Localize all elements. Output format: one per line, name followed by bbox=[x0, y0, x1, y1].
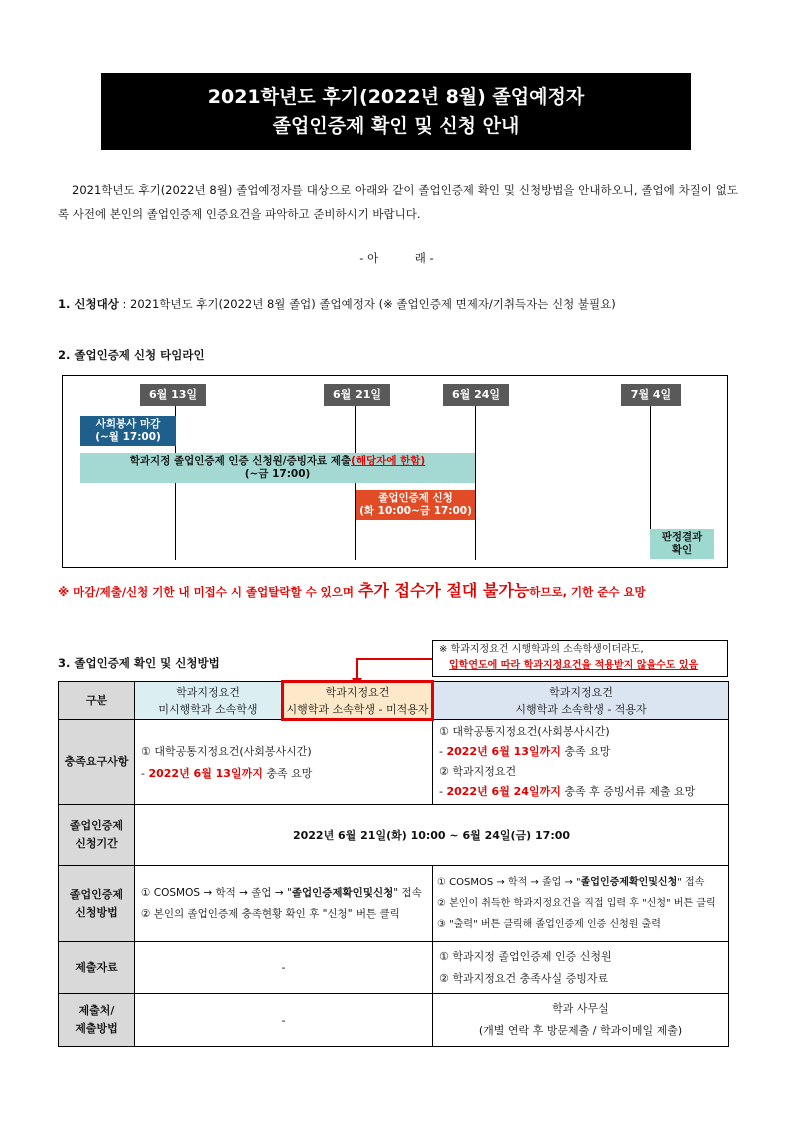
req-c-deadline2: 2022년 6월 24일까지 bbox=[446, 785, 561, 798]
row-period bbox=[59, 805, 729, 866]
method-ab-line1 bbox=[141, 883, 428, 904]
method-label-line2: 신청방법 bbox=[75, 905, 118, 919]
where-c-line2: (개별 연락 후 방문제출 / 학과이메일 제출) bbox=[478, 1024, 683, 1037]
bar-social-title: 사회봉사 마감 bbox=[95, 418, 161, 430]
req-c-line2 bbox=[439, 742, 722, 762]
method-c-l1-pre: ① COSMOS → 학적 → 졸업 → " bbox=[437, 877, 581, 888]
header-col-a-line1: 학과지정요건 bbox=[176, 685, 240, 699]
where-ab: - bbox=[135, 994, 433, 1047]
req-c-post1: 충족 요망 bbox=[560, 745, 611, 758]
section-2-heading: 2. 졸업인증제 신청 타임라인 bbox=[58, 348, 205, 362]
header-col-c-line2: 시행학과 소속학생 - 적용자 bbox=[515, 702, 647, 716]
timeline-line-0704 bbox=[650, 406, 651, 530]
where-c-line1: 학과 사무실 bbox=[552, 1002, 609, 1015]
header-col-a-line2: 미시행학과 소속학생 bbox=[158, 702, 258, 716]
bar-certification-apply bbox=[356, 490, 475, 520]
period-label bbox=[59, 805, 135, 866]
row-where bbox=[59, 994, 729, 1047]
timeline-line-0621 bbox=[355, 406, 356, 560]
method-ab-line2: ② 본인의 졸업인증제 충족현황 확인 후 "신청" 버튼 클릭 bbox=[141, 907, 400, 920]
method-c-menu: 졸업인증제확인및신청 bbox=[580, 877, 678, 888]
header-col-c-line1: 학과지정요건 bbox=[549, 685, 613, 699]
section-1 bbox=[58, 296, 616, 312]
header-col-c bbox=[433, 682, 729, 720]
req-c-line3: ② 학과지정요건 bbox=[439, 765, 517, 778]
docs-c-line1: ① 학과지정 졸업인증제 인증 신청원 bbox=[439, 949, 612, 963]
docs-c-line2: ② 학과지정요건 충족사실 증빙자료 bbox=[439, 971, 609, 985]
req-ab-deadline: 2022년 6월 13일까지 bbox=[148, 766, 263, 780]
date-tag-0624: 6월 24일 bbox=[443, 384, 509, 406]
bar-result-title: 판정결과 bbox=[661, 531, 703, 543]
req-c-line4 bbox=[439, 782, 722, 802]
method-label-line1: 졸업인증제 bbox=[69, 887, 124, 901]
timeline-line-0624 bbox=[475, 406, 476, 560]
header-label: 구분 bbox=[59, 682, 135, 720]
row-docs bbox=[59, 942, 729, 994]
row-method bbox=[59, 866, 729, 942]
method-ab-l1-post: " 접속 bbox=[393, 886, 422, 899]
section-3-heading: 3. 졸업인증제 확인 및 신청방법 bbox=[58, 656, 220, 670]
warning-pre: ※ 마감/제출/신청 기한 내 미접수 시 졸업탈락할 수 있으며 bbox=[58, 585, 359, 599]
document-title bbox=[101, 73, 691, 150]
intro-paragraph: 2021학년도 후기(2022년 8월) 졸업예정자를 대상으로 아래와 같이 졸업인증제 확인 및 신청방법을 안내하오니, 졸업에 차질이 없도록 사전에 본인의 졸업인증제 인증요건을 파악하고 준비하시기 바랍니다. bbox=[58, 183, 738, 221]
header-col-a bbox=[135, 682, 283, 720]
method-label bbox=[59, 866, 135, 942]
bar-social-time: (~월 17:00) bbox=[95, 431, 161, 443]
bar-dept-submission bbox=[80, 453, 475, 483]
note-line-1: ※ 학과지정요건 시행학과의 소속학생이더라도, bbox=[439, 644, 644, 655]
method-ab-menu: 졸업인증제확인및신청 bbox=[291, 886, 394, 899]
method-table bbox=[58, 680, 729, 1047]
ahrae-divider: - 아 래 - bbox=[359, 251, 434, 265]
bar-apply-time: (화 10:00~금 17:00) bbox=[359, 505, 472, 517]
section-1-text: : 2021학년도 후기(2022년 8월 졸업) 졸업예정자 (※ 졸업인증제 면제자/기취득자는 신청 불필요) bbox=[118, 297, 616, 311]
title-line-1: 2021학년도 후기(2022년 8월) 졸업예정자 bbox=[207, 86, 585, 108]
note-box bbox=[432, 640, 728, 677]
date-tag-0704: 7월 4일 bbox=[621, 384, 681, 406]
docs-c bbox=[433, 942, 729, 994]
where-label-line2: 제출방법 bbox=[75, 1022, 118, 1035]
warning-emphasis: 추가 접수가 절대 불가능 bbox=[358, 581, 530, 600]
method-c-line1 bbox=[437, 872, 724, 893]
bar-dept-time: (~금 17:00) bbox=[244, 468, 311, 480]
bar-dept-title bbox=[80, 455, 475, 468]
bar-dept-highlight: (해당자에 한함) bbox=[351, 455, 426, 467]
req-ab bbox=[135, 720, 433, 805]
bar-dept-text: 학과지정 졸업인증제 인증 신청원/증빙자료 제출 bbox=[129, 455, 352, 467]
bar-result-sub: 확인 bbox=[671, 544, 693, 556]
req-c bbox=[433, 720, 729, 805]
where-label-line1: 제출처/ bbox=[78, 1004, 115, 1017]
req-c-deadline1: 2022년 6월 13일까지 bbox=[446, 745, 561, 758]
deadline-warning bbox=[58, 578, 646, 601]
method-c bbox=[433, 866, 729, 942]
req-c-line1: ① 대학공통지정요건(사회봉사시간) bbox=[439, 725, 610, 738]
period-label-line2: 신청기간 bbox=[75, 837, 118, 850]
section-1-label: 1. 신청대상 bbox=[58, 297, 119, 311]
header-col-b bbox=[283, 682, 433, 720]
method-c-l1-post: " 접속 bbox=[677, 877, 705, 888]
title-line-2: 졸업인증제 확인 및 신청 안내 bbox=[272, 115, 520, 137]
req-ab-line2 bbox=[141, 763, 426, 785]
where-label bbox=[59, 994, 135, 1047]
method-c-line3: ③ "출력" 버튼 클릭해 졸업인증제 인증 신청원 출력 bbox=[437, 919, 661, 930]
req-c-pre1: - bbox=[439, 745, 447, 758]
period-text: 2022년 6월 21일(화) 10:00 ~ 6월 24일(금) 17:00 bbox=[135, 805, 729, 866]
warning-post: 하므로, 기한 준수 요망 bbox=[529, 585, 646, 599]
where-c bbox=[433, 994, 729, 1047]
req-c-post2: 충족 후 증빙서류 제출 요망 bbox=[560, 785, 696, 798]
date-tag-0613: 6월 13일 bbox=[140, 384, 206, 406]
docs-label: 제출자료 bbox=[59, 942, 135, 994]
method-ab bbox=[135, 866, 433, 942]
req-label: 충족요구사항 bbox=[59, 720, 135, 805]
header-col-b-line1: 학과지정요건 bbox=[325, 685, 390, 699]
method-ab-l1-pre: ① COSMOS → 학적 → 졸업 → " bbox=[141, 886, 292, 899]
req-ab-line1: ① 대학공통지정요건(사회봉사시간) bbox=[141, 744, 312, 758]
period-label-line1: 졸업인증제 bbox=[69, 819, 124, 832]
docs-ab: - bbox=[135, 942, 433, 994]
bar-result-check bbox=[650, 529, 714, 559]
req-ab-post: 충족 요망 bbox=[262, 766, 313, 780]
header-col-b-line2: 시행학과 소속학생 - 미적용자 bbox=[286, 702, 429, 716]
req-ab-pre: - bbox=[141, 766, 149, 780]
table-header-row bbox=[59, 682, 729, 720]
date-tag-0621: 6월 21일 bbox=[324, 384, 390, 406]
bar-social-service-deadline bbox=[80, 416, 176, 446]
method-c-line2: ② 본인이 취득한 학과지정요건을 직접 입력 후 "신청" 버튼 클릭 bbox=[437, 898, 716, 909]
row-requirements bbox=[59, 720, 729, 805]
bar-apply-title: 졸업인증제 신청 bbox=[378, 492, 453, 504]
req-c-pre2: - bbox=[439, 785, 447, 798]
note-line-2: 입학연도에 따라 학과지정요건을 적용받지 않을수도 있음 bbox=[449, 660, 699, 671]
